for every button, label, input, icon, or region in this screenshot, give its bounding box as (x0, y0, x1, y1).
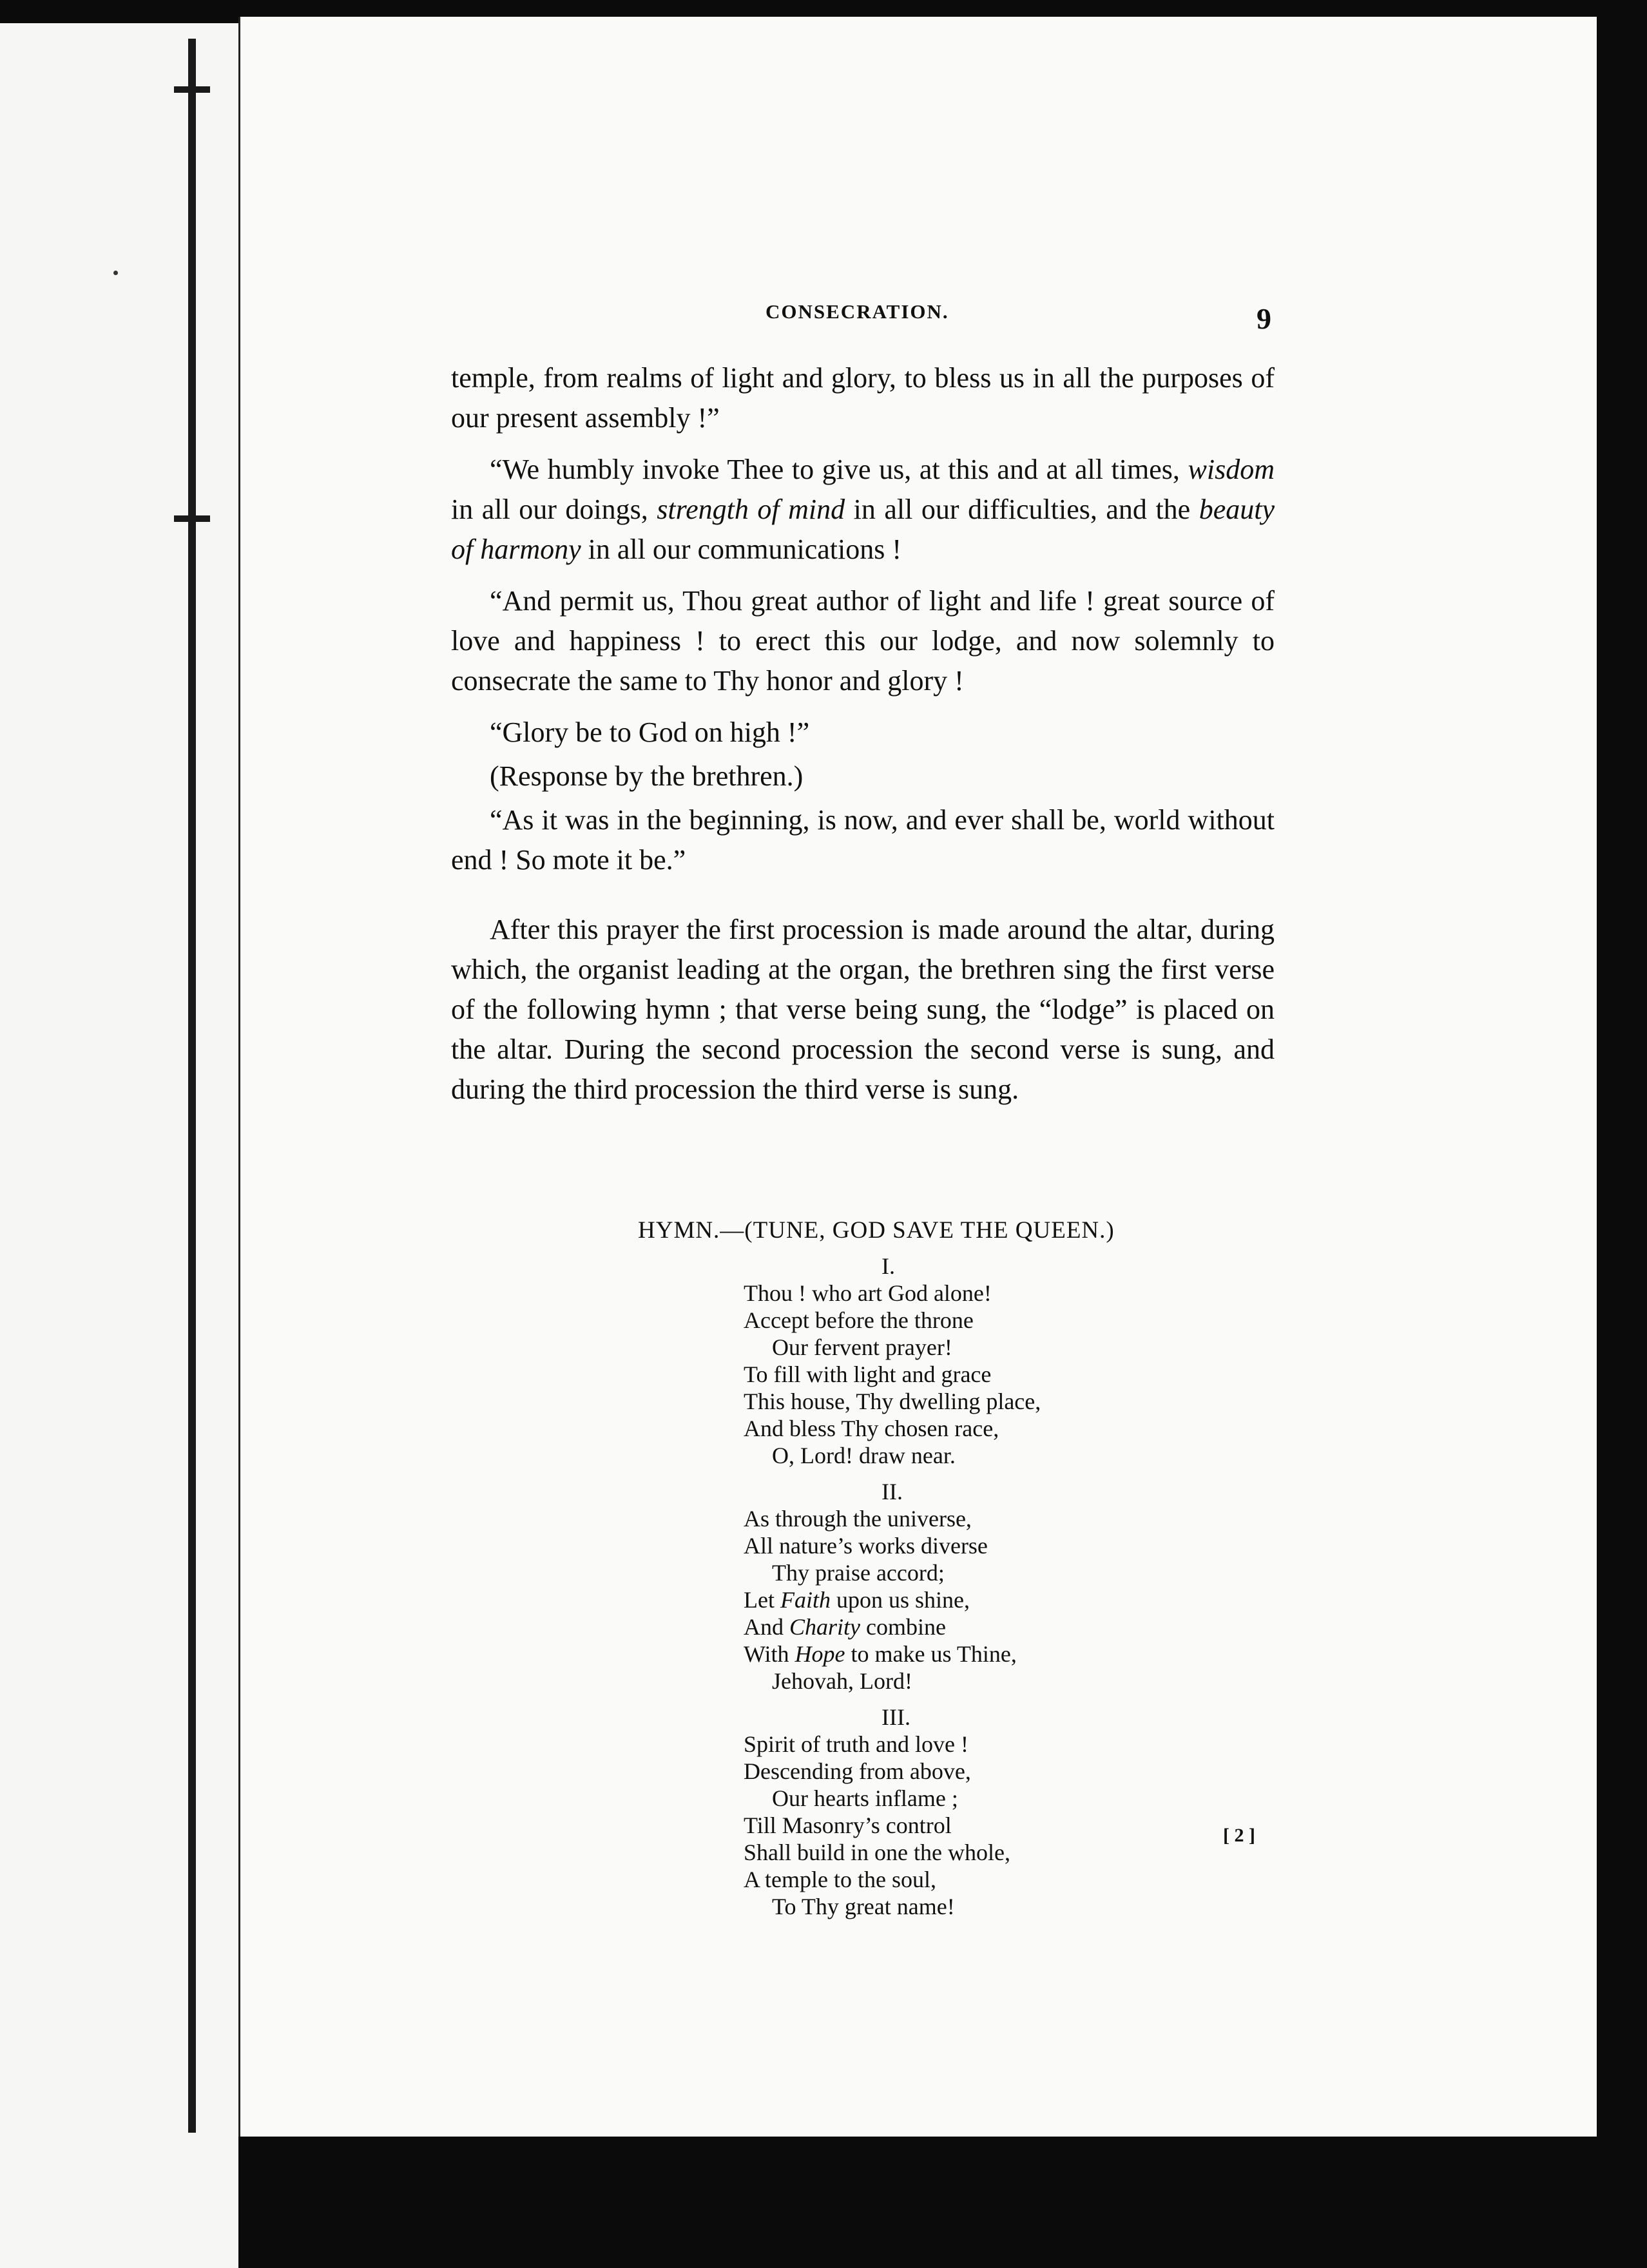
signature-mark: [ 2 ] (1223, 1825, 1255, 1846)
text-run: With (744, 1641, 795, 1667)
italic-run: strength of mind (657, 494, 845, 525)
verse-line: Descending from above, (744, 1758, 971, 1784)
hymn-verse-2 (744, 1478, 1017, 1695)
italic-run: wisdom (1188, 454, 1275, 485)
text-run: in all our communications ! (581, 533, 901, 565)
verse-line: As through the universe, (744, 1506, 972, 1532)
verse-line: Shall build in one the whole, (744, 1840, 1010, 1865)
italic-run: beauty of harmony (451, 494, 1275, 565)
text-run: Let (744, 1587, 780, 1613)
italic-run: Charity (789, 1614, 861, 1640)
verse-line: A temple to the soul, (744, 1867, 936, 1892)
body-text (451, 358, 1275, 1121)
binding-gutter (188, 39, 196, 2133)
page-number: 9 (1257, 302, 1271, 335)
ink-speck (113, 271, 118, 275)
verse-line (744, 1613, 1017, 1640)
scan-right-edge (1597, 17, 1647, 2268)
verse-line (744, 1640, 1017, 1667)
hymn-title: HYMN.—(TUNE, GOD SAVE THE QUEEN.) (638, 1217, 1115, 1244)
running-head: CONSECRATION. (766, 300, 949, 323)
verse-line: Our fervent prayer! (772, 1334, 952, 1360)
text-run: combine (860, 1614, 946, 1640)
verse-line: Our hearts inflame ; (772, 1785, 958, 1811)
text-run: “We humbly invoke Thee to give us, at this and at all times, (490, 454, 1188, 485)
verse-line: Accept before the throne (744, 1307, 974, 1333)
gutter-mark (174, 86, 210, 93)
verse-line: And bless Thy chosen race, (744, 1416, 999, 1441)
italic-run: Hope (795, 1641, 845, 1667)
text-run: to make us Thine, (845, 1641, 1017, 1667)
verse-line: To Thy great name! (772, 1894, 955, 1919)
paragraph: “And permit us, Thou great author of light and life ! great source of love and happiness ! to erect this our lodge, and now solemnly to consecrate the same to Thy honor and glory ! (451, 585, 1275, 697)
verse-line: Thou ! who art God alone! (744, 1280, 992, 1306)
verse-line (744, 1586, 1017, 1613)
paragraph: “As it was in the beginning, is now, and ever shall be, world without end ! So mote it be.” (451, 804, 1275, 876)
paragraph: temple, from realms of light and glory, to bless us in all the purposes of our present assembly !” (451, 362, 1275, 434)
verse-line: Till Masonry’s control (744, 1812, 952, 1838)
scan-bottom-edge (238, 2137, 1597, 2268)
verse-line: Thy praise accord; (772, 1560, 945, 1586)
verse-line: To fill with light and grace (744, 1361, 992, 1387)
verse-numeral: III. (881, 1704, 910, 1730)
paragraph (451, 450, 1275, 570)
text-run: in all our difficulties, and the (845, 494, 1199, 525)
text-run: And (744, 1614, 789, 1640)
verse-numeral: I. (881, 1253, 895, 1279)
facing-page-margin (0, 23, 238, 2268)
gutter-mark (174, 515, 210, 522)
hymn-verse-1 (744, 1253, 1041, 1469)
paragraph: (Response by the brethren.) (490, 760, 804, 792)
hymn-verse-3 (744, 1704, 1010, 1920)
verse-line: Spirit of truth and love ! (744, 1731, 968, 1757)
verse-line: O, Lord! draw near. (772, 1443, 956, 1468)
text-run: upon us shine, (830, 1587, 970, 1613)
verse-line: All nature’s works diverse (744, 1533, 988, 1559)
verse-line: Jehovah, Lord! (772, 1668, 912, 1694)
text-run: in all our doings, (451, 494, 657, 525)
paragraph: After this prayer the first procession is made around the altar, during which, the organist leading at the organ, the brethren sing the first verse of the following hymn ; that verse being sung, the “lodge” is placed on the altar. During the second procession the second verse is sung, and during the third procession the third verse is sung. (451, 914, 1275, 1105)
verse-line: This house, Thy dwelling place, (744, 1389, 1041, 1414)
italic-run: Faith (780, 1587, 831, 1613)
paragraph: “Glory be to God on high !” (490, 716, 810, 748)
verse-numeral: II. (881, 1479, 903, 1504)
